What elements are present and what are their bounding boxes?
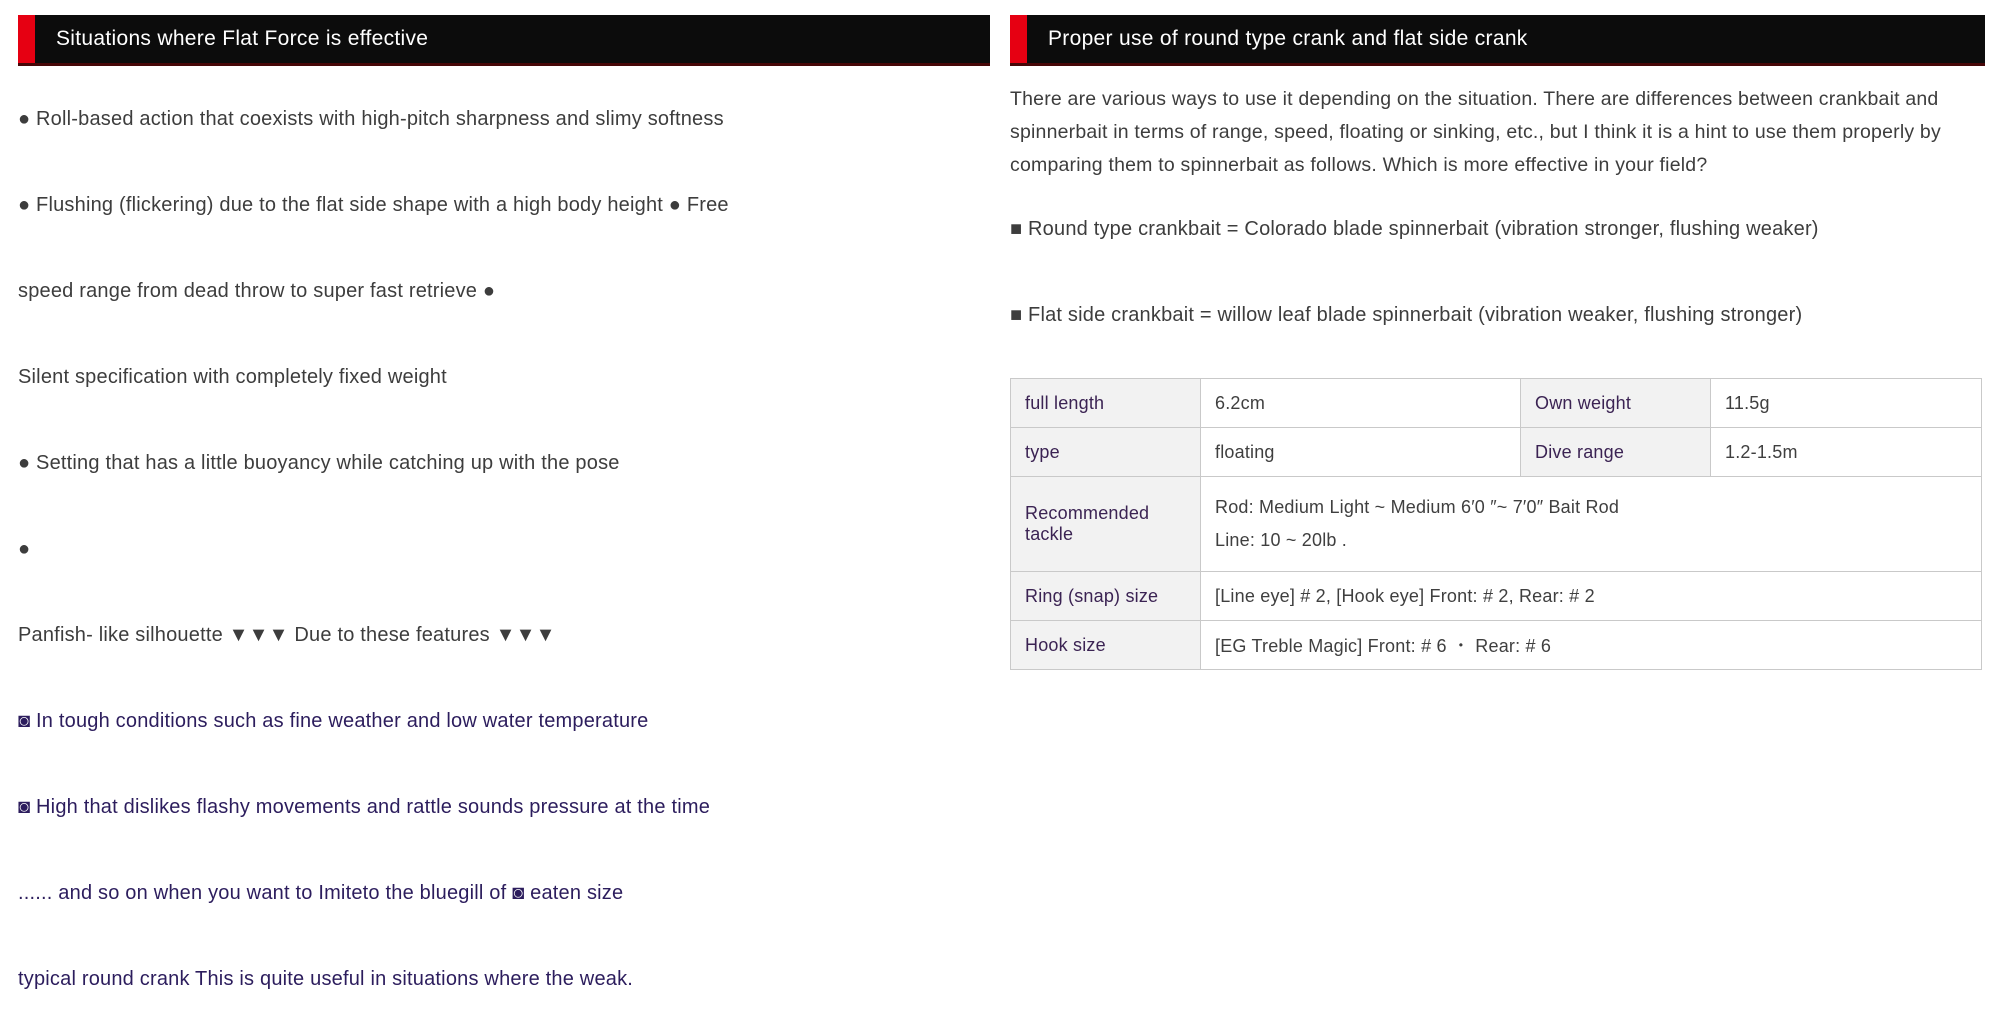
spec-label-cell: type (1011, 428, 1201, 477)
left-feature-list (18, 86, 990, 1012)
feature-line: ● Flushing (flickering) due to the flat side shape with a high body height ● Free (18, 193, 729, 216)
comparison-bullet: ■ Flat side crankbait = willow leaf blade spinnerbait (vibration weaker, flushing stronger) (1010, 303, 1803, 326)
feature-line: ● Roll-based action that coexists with high-pitch sharpness and slimy softness (18, 107, 724, 130)
left-section (18, 15, 990, 1032)
feature-line: Silent specification with completely fixed weight (18, 365, 447, 388)
right-section-header (1010, 15, 1985, 66)
left-section-title: Situations where Flat Force is effective (56, 27, 429, 50)
table-row (1011, 621, 1982, 670)
spec-value-cell: floating (1201, 428, 1521, 477)
spec-label-cell: Recommended tackle (1011, 477, 1201, 572)
spec-value-cell: [EG Treble Magic] Front: # 6 ・ Rear: # 6 (1201, 621, 1982, 670)
spec-label-cell: Own weight (1521, 379, 1711, 428)
spec-value-cell: [Line eye] # 2, [Hook eye] Front: # 2, Rear: # 2 (1201, 572, 1982, 621)
feature-line: ◙ High that dislikes flashy movements and rattle sounds pressure at the time (18, 795, 711, 818)
table-row (1011, 572, 1982, 621)
comparison-bullet: ■ Round type crankbait = Colorado blade spinnerbait (vibration stronger, flushing weaker) (1010, 217, 1819, 240)
intro-paragraph: There are various ways to use it depending on the situation. There are differences between crankbait and spinnerbait in terms of range, speed, floating or sinking, etc., but I think it is a hint to use them properly by comparing them to spinnerbait as follows. Which is more effective in your field? (1010, 88, 1941, 176)
spec-label-cell: full length (1011, 379, 1201, 428)
spec-value-cell: 1.2-1.5m (1711, 428, 1982, 477)
spec-value-cell: 11.5g (1711, 379, 1982, 428)
table-row (1011, 379, 1982, 428)
right-section-title: Proper use of round type crank and flat side crank (1048, 27, 1528, 50)
left-section-header (18, 15, 990, 66)
feature-line: speed range from dead throw to super fast retrieve ● (18, 279, 496, 302)
spec-value-line: Rod: Medium Light ~ Medium 6′0 ″~ 7′0″ Bait Rod (1215, 497, 1620, 517)
feature-line: Panfish- like silhouette ▼▼▼ Due to these features ▼▼▼ (18, 623, 556, 646)
spec-label-cell: Ring (snap) size (1011, 572, 1201, 621)
feature-line: typical round crank This is quite useful in situations where the weak. (18, 967, 634, 990)
table-row (1011, 428, 1982, 477)
table-row (1011, 477, 1982, 572)
red-accent-block (1010, 15, 1027, 63)
spec-label-cell: Hook size (1011, 621, 1201, 670)
spec-value-cell (1201, 477, 1982, 572)
spec-value-line: Line: 10 ~ 20lb . (1215, 530, 1348, 550)
right-section (1010, 15, 1985, 670)
feature-line: ● Setting that has a little buoyancy while catching up with the pose (18, 451, 620, 474)
feature-line: ● (18, 537, 31, 560)
feature-line: ◙ In tough conditions such as fine weather and low water temperature (18, 709, 649, 732)
spec-value-cell: 6.2cm (1201, 379, 1521, 428)
spec-label-cell: Dive range (1521, 428, 1711, 477)
feature-line: ...... and so on when you want to Imiteto the bluegill of ◙ eaten size (18, 881, 624, 904)
red-accent-block (18, 15, 35, 63)
spec-table (1010, 378, 1982, 670)
